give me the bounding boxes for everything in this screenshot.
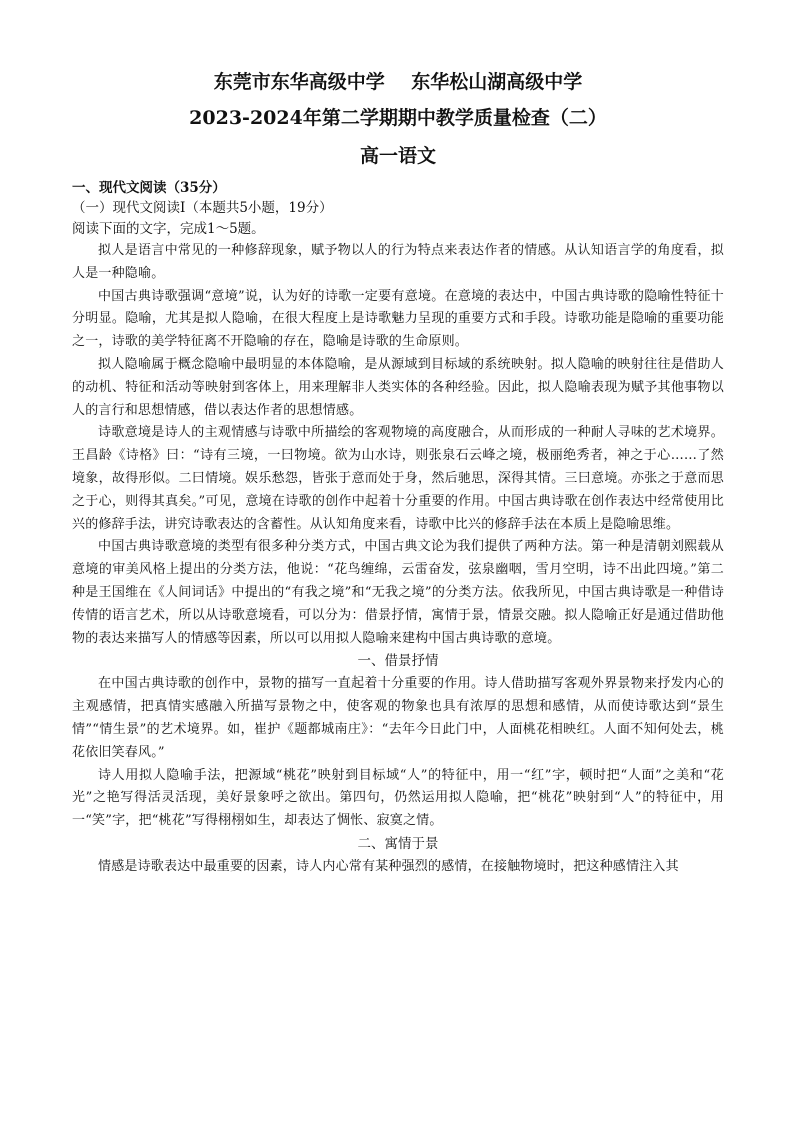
- passage-heading-1: 一、借景抒情: [357, 653, 439, 670]
- school-title: 东莞市东华高级中学 东华松山湖高级中学: [213, 71, 583, 93]
- passage-paragraph-4: 诗歌意境是诗人的主观情感与诗歌中所描绘的客观物境的高度融合，从而形成的一种耐人寻味的艺术境界。王昌龄《诗格》曰：“诗有三境，一曰物境。欲为山水诗，则张泉石云峰之境，极丽绝秀者，神之于心……了然境象，故得形似。二曰情境。娱乐愁怨，皆张于意而处于身，然后驰思，深得其情。三曰意境。亦张之于意而思之于心，则得其真矣。”可见，意境在诗歌的创作中起着十分重要的作用。中国古典诗歌在创作表达中经常使用比兴的修辞手法，讲究诗歌表达的含蓄性。从认知角度来看，诗歌中比兴的修辞手法在本质上是隐喻思维。: [72, 425, 724, 532]
- subject-title: 高一语文: [359, 145, 436, 167]
- passage-paragraph-6: 在中国古典诗歌的创作中，景物的描写一直起着十分重要的作用。诗人借助描写客观外界景物来抒发内心的主观感情，把真情实感融入所描写景物之中，使客观的物象也具有浓厚的思想和感情，从而使诗歌达到“景生情”“情生景”的艺术境界。如，崔护《题都城南庄》：“去年今日此门中，人面桃花相映红。人面不知何处去，桃花依旧笑春风。”: [72, 676, 724, 760]
- passage-paragraph-8: 情感是诗歌表达中最重要的因素，诗人内心常有某种强烈的感情，在接触物境时，把这种感情注入其: [98, 858, 679, 874]
- passage-paragraph-2: 中国古典诗歌强调“意境”说，认为好的诗歌一定要有意境。在意境的表达中，中国古典诗歌的隐喻性特征十分明显。隐喻，尤其是拟人隐喻，在很大程度上是诗歌魅力呈现的重要方式和手段。诗歌功能是隐喻的重要功能之一，诗歌的美学特征离不开隐喻的存在，隐喻是诗歌的生命原则。: [72, 288, 724, 350]
- passage-paragraph-5: 中国古典诗歌意境的类型有很多种分类方式，中国古典文论为我们提供了两种方法。第一种是清朝刘熙载从意境的审美风格上提出的分类方法，他说：“花鸟缠绵，云雷奋发，弦泉幽咽，雪月空明，诗不出此四境。”第二种是王国维在《人间词话》中提出的“有我之境”和“无我之境”的分类方法。依我所见，中国古典诗歌是一种借诗传情的语言艺术，所以从诗歌意境看，可以分为：借景抒情，寓情于景，情景交融。拟人隐喻正好是通过借助他物的表达来描写人的情感等因素，所以可以用拟人隐喻来建构中国古典诗歌的意境。: [72, 539, 724, 646]
- exam-title: 2023-2024年第二学期期中教学质量检查（二）: [189, 107, 607, 129]
- document-page: [72, 62, 724, 879]
- sub-section-heading: （一）现代文阅读Ⅰ（本题共5小题，19分）: [72, 200, 333, 216]
- reading-instruction: 阅读下面的文字，完成1～5题。: [72, 221, 265, 237]
- passage-paragraph-7: 诗人用拟人隐喻手法，把源域“桃花”映射到目标域“人”的特征中，用一“红”字，顿时把“人面”之美和“花光”之艳写得活灵活现，美好景象呼之欲出。第四句，仍然运用拟人隐喻，把“桃花”映射到“人”的特征中，用一“笑”字，把“桃花”写得栩栩如生，却表达了惆怅、寂寞之情。: [72, 767, 724, 829]
- section-heading: 一、现代文阅读（35分）: [72, 180, 226, 196]
- passage-heading-2: 二、寓情于景: [357, 835, 439, 852]
- passage-paragraph-3: 拟人隐喻属于概念隐喻中最明显的本体隐喻，是从源域到目标域的系统映射。拟人隐喻的映射往往是借助人的动机、特征和活动等映射到客体上，用来理解非人类实体的各种经验。因此，拟人隐喻表现为赋予其他事物以人的言行和思想情感，借以表达作者的思想情感。: [72, 356, 724, 418]
- passage-paragraph-1: 拟人是语言中常见的一种修辞现象，赋予物以人的行为特点来表达作者的情感。从认知语言学的角度看，拟人是一种隐喻。: [72, 243, 724, 281]
